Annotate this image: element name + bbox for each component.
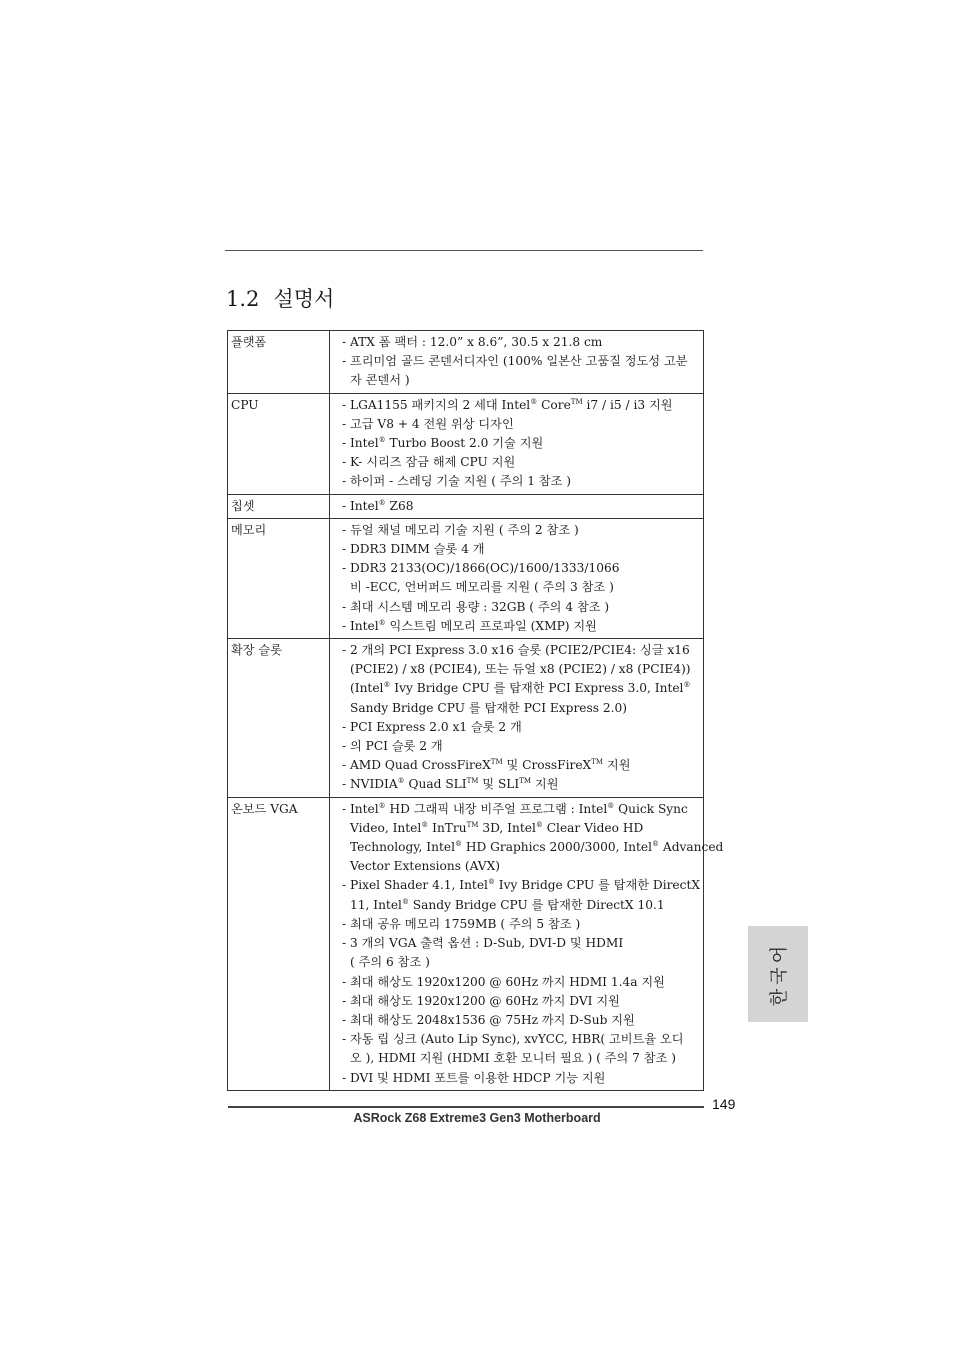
- spec-line: 비 -ECC, 언버퍼드 메모리를 지원 ( 주의 3 참조 ): [350, 580, 614, 595]
- table-row: [228, 797, 704, 1090]
- spec-line: Technology, Intel® HD Graphics 2000/3000, Intel® Advanced: [350, 840, 724, 855]
- table-row: [228, 494, 704, 518]
- spec-line: Vector Extensions (AVX): [350, 859, 501, 874]
- spec-line: - ATX 폼 팩터 : 12.0” x 8.6”, 30.5 x 21.8 cm: [342, 335, 603, 349]
- spec-value: [330, 331, 704, 394]
- spec-line: - Intel® 익스트림 메모리 프로파일 (XMP) 지원: [342, 618, 597, 633]
- spec-value: [330, 494, 704, 518]
- spec-line: - 최대 해상도 1920x1200 @ 60Hz 까지 HDMI 1.4a 지원: [342, 974, 665, 989]
- spec-label: 플랫폼: [228, 331, 330, 394]
- spec-line: - 3 개의 VGA 출력 옵션 : D-Sub, DVI-D 및 HDMI: [342, 936, 624, 951]
- spec-line: 자 콘덴서 ): [350, 373, 410, 388]
- page-number: 149: [712, 1096, 736, 1112]
- spec-line: - 의 PCI 슬롯 2 개: [342, 739, 443, 754]
- spec-label: 확장 슬롯: [228, 639, 330, 798]
- spec-line: - 프리미엄 골드 콘덴서디자인 (100% 일본산 고품질 정도성 고분: [342, 354, 688, 369]
- spec-value: [330, 797, 724, 1090]
- spec-line: 11, Intel® Sandy Bridge CPU 를 탑재한 DirectX 10.1: [350, 897, 665, 912]
- spec-line: - DDR3 DIMM 슬롯 4 개: [342, 542, 485, 557]
- table-row: [228, 639, 704, 798]
- bottom-rule: [228, 1106, 704, 1108]
- spec-table-body: [228, 331, 724, 1091]
- spec-value: [330, 518, 704, 638]
- spec-line: - 최대 공유 메모리 1759MB ( 주의 5 참조 ): [342, 916, 581, 931]
- section-number: 1.2: [226, 287, 260, 311]
- top-rule: [225, 250, 703, 251]
- spec-line: - 최대 시스템 메모리 용량 : 32GB ( 주의 4 참조 ): [342, 599, 610, 614]
- footer-title: ASRock Z68 Extreme3 Gen3 Motherboard: [353, 1111, 601, 1125]
- spec-line: - Pixel Shader 4.1, Intel® Ivy Bridge CPU 를 탑재한 DirectX: [342, 878, 701, 893]
- spec-line: - 자동 립 싱크 (Auto Lip Sync), xvYCC, HBR( 고비트율 오디: [342, 1032, 684, 1047]
- spec-line: - PCI Express 2.0 x1 슬롯 2 개: [342, 719, 522, 734]
- spec-line: - LGA1155 패키지의 2 세대 Intel® Core™ i7 / i5 / i3 지원: [342, 397, 673, 412]
- spec-line: - K- 시리즈 잠금 해제 CPU 지원: [342, 455, 516, 470]
- spec-line: - Intel® HD 그래픽 내장 비주얼 프로그램 : Intel® Quick Sync: [342, 801, 688, 816]
- spec-value: [330, 393, 704, 494]
- spec-line: - Intel® Z68: [342, 498, 414, 513]
- spec-line: - 최대 해상도 1920x1200 @ 60Hz 까지 DVI 지원: [342, 993, 620, 1008]
- section-heading: 설명서: [273, 287, 335, 311]
- spec-line: - 듀얼 채널 메모리 기술 지원 ( 주의 2 참조 ): [342, 522, 579, 537]
- spec-table: [227, 330, 724, 1091]
- table-row: [228, 393, 704, 494]
- language-tab: [748, 926, 808, 1022]
- spec-line: (Intel® Ivy Bridge CPU 를 탑재한 PCI Express 3.0, Intel®: [350, 681, 691, 696]
- table-row: [228, 331, 704, 394]
- spec-line: - 2 개의 PCI Express 3.0 x16 슬롯 (PCIE2/PCIE4: 싱글 x16: [342, 643, 690, 658]
- spec-line: ( 주의 6 참조 ): [350, 955, 430, 970]
- language-tab-label: 한국어: [769, 941, 791, 1007]
- spec-label: 칩셋: [228, 494, 330, 518]
- spec-line: - 최대 해상도 2048x1536 @ 75Hz 까지 D-Sub 지원: [342, 1012, 635, 1027]
- spec-line: (PCIE2) / x8 (PCIE4), 또는 듀얼 x8 (PCIE2) / x8 (PCIE4)): [350, 662, 691, 677]
- spec-line: - AMD Quad CrossFireX™ 및 CrossFireX™ 지원: [342, 758, 631, 773]
- table-row: [228, 518, 704, 638]
- section-title: [226, 283, 334, 313]
- spec-value: [330, 639, 704, 798]
- spec-line: Sandy Bridge CPU 를 탑재한 PCI Express 2.0): [350, 700, 628, 715]
- spec-line: - Intel® Turbo Boost 2.0 기술 지원: [342, 436, 544, 451]
- spec-line: - DDR3 2133(OC)/1866(OC)/1600/1333/1066: [342, 561, 620, 576]
- spec-line: - 고급 V8 + 4 전원 위상 디자인: [342, 416, 514, 431]
- spec-line: - NVIDIA® Quad SLI™ 및 SLI™ 지원: [342, 777, 559, 792]
- spec-line: 오 ), HDMI 지원 (HDMI 호환 모니터 필요 ) ( 주의 7 참조 ): [350, 1051, 676, 1066]
- spec-label: CPU: [228, 393, 330, 494]
- spec-line: Video, Intel® InTru™ 3D, Intel® Clear Video HD: [350, 820, 644, 835]
- spec-label: 온보드 VGA: [228, 797, 330, 1090]
- spec-line: - DVI 및 HDMI 포트를 이용한 HDCP 기능 지원: [342, 1070, 606, 1085]
- spec-label: 메모리: [228, 518, 330, 638]
- spec-line: - 하이퍼 - 스레딩 기술 지원 ( 주의 1 참조 ): [342, 474, 572, 489]
